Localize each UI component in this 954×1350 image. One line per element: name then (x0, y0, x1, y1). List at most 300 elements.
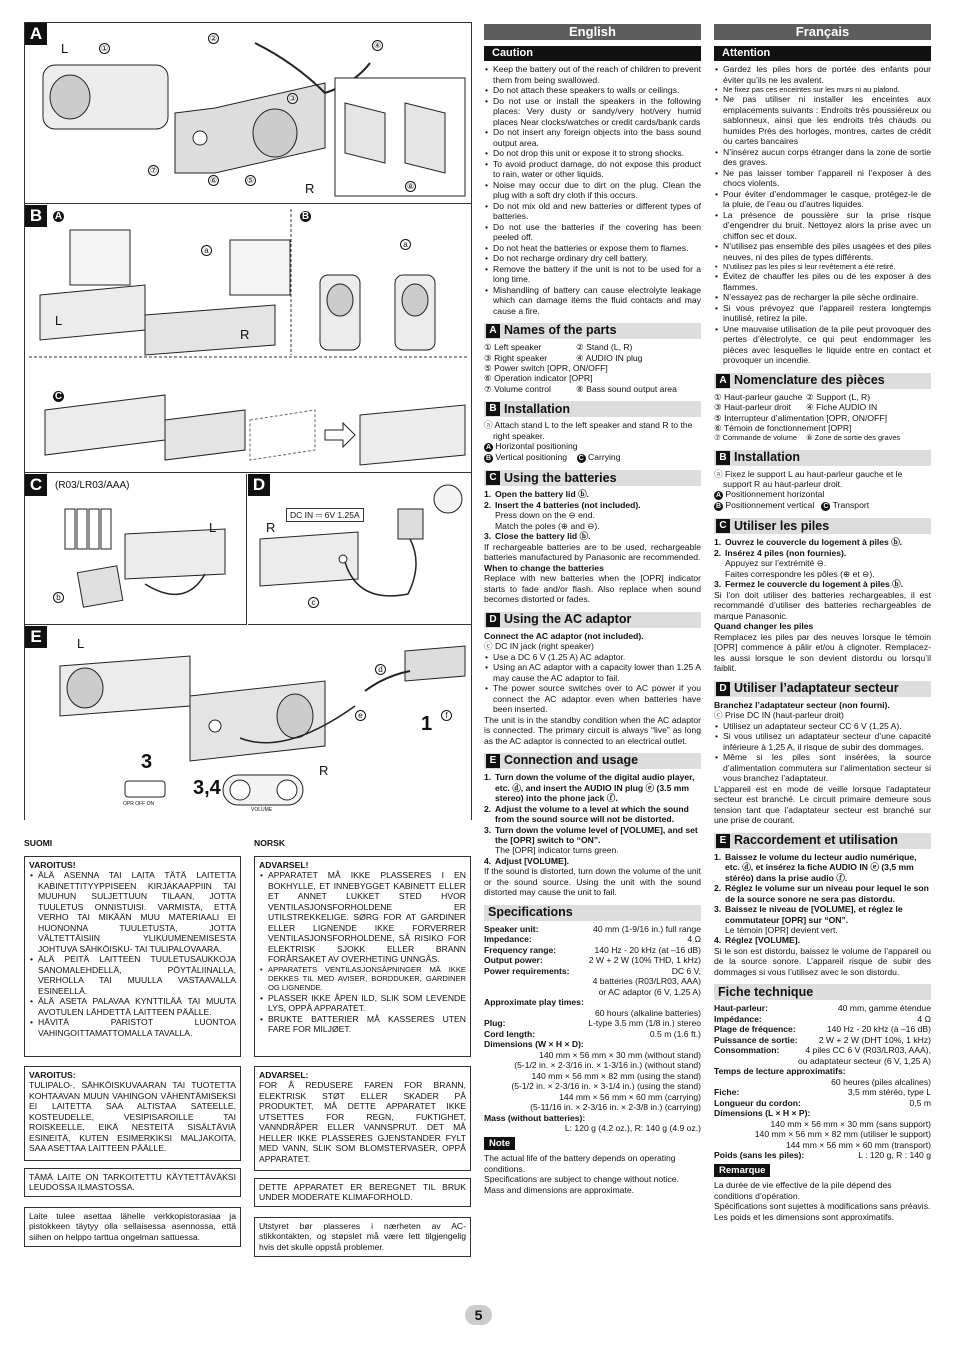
part-item: ⑥ Operation indicator [OPR] (484, 373, 593, 384)
right-letter-d: R (266, 520, 276, 535)
sub-a-badge: A (54, 211, 63, 222)
spec-label: Dimensions (W × H × D): (484, 1039, 584, 1050)
attention-item: • N’utilisez pas ensemble des piles usagées et des piles neuves, ni des piles de types différents. (714, 241, 931, 262)
spec-value: 140 mm × 56 mm × 30 mm (without stand) (539, 1049, 701, 1060)
section-letter: B (716, 451, 730, 465)
callout-2: ② (209, 34, 218, 43)
spec-value: 0,5 m (909, 1097, 931, 1108)
vertical-label: Vertical positioning (495, 452, 568, 463)
spec-row (484, 955, 701, 965)
battery-step: Press down on the ⊖ end. (495, 510, 595, 521)
callout-6: ⑥ (209, 176, 218, 185)
volume-label: VOLUME (251, 807, 273, 813)
conn-step: Le témoin [OPR] devient vert. (725, 924, 838, 935)
note-text: The actual life of the battery depends on operating conditions. (484, 1153, 676, 1174)
attention-item: • Pour éviter d’endommager le casque, protégez-le de la pluie, de l’eau ou d’autres liquides. (714, 189, 931, 210)
left-letter-b: L (55, 313, 63, 328)
ac-item: • Même si les piles sont insérées, la source d’alimentation commutera sur l’alimentation secteur si vous branchez l’adaptateur. (714, 752, 931, 783)
attention-item: • N’utilisez pas les piles si leur revêtement a été retiré. (714, 262, 931, 271)
spec-row (484, 1071, 701, 1081)
spec-row (714, 1045, 931, 1055)
suomi-warning-box-2 (24, 1066, 241, 1161)
spec-value: 140 Hz - 20 kHz (at –16 dB) (594, 944, 701, 955)
caution-item: • Noise may occur due to dirt on the plug. Clean the plug with a soft dry cloth if this occurs. (484, 180, 701, 201)
section-specs (484, 905, 701, 921)
part-item: ② Support (L, R) (806, 391, 871, 402)
section-title: Raccordement et utilisation (734, 832, 898, 847)
callout-f: f (441, 710, 452, 721)
spec-row (484, 1113, 701, 1123)
suomi-warning-item: • ÄLÄ PEITÄ LAITTEEN TUULETUSAUKKOJA SANOMALEHDELLÄ, PÖYTÄLIINALLA, VERHOLLA TAI MUULLA VASTAAVALLA ESINEELLÄ. (29, 954, 236, 996)
section-letter: A (716, 374, 730, 388)
spec-row (484, 934, 701, 944)
caution-item: • Do not insert any foreign objects into the bass sound output area. (484, 127, 701, 148)
section-installation (484, 401, 701, 417)
spec-row (484, 1050, 701, 1060)
distorted-text-fr: Si le son est distordu, baissez le volume de l’appareil ou de la source sonore. L’appareil risque de subir des dommages si vous l’utilisez avec le son distordu. (714, 945, 931, 977)
spec-label: Impédance: (714, 1013, 762, 1024)
caution-title: Caution (484, 46, 701, 61)
section-title: Fiche technique (718, 984, 814, 999)
norsk-warning-item: • APPARATETS VENTILASJONSÅPNINGER MÅ IKKE DEKKES TIL MED AVISER, BORDDUKER, GARDINER OG LIGNENDE. (259, 965, 466, 993)
caution-item: • Do not attach these speakers to walls or ceilings. (484, 85, 701, 95)
part-item: ③ Haut-parleur droit (714, 402, 791, 413)
panel-c-label: C (25, 474, 47, 496)
conn-step: 4. Réglez [VOLUME]. (714, 935, 800, 946)
spec-row (484, 976, 701, 986)
when-change-title-fr: Quand changer les piles (714, 621, 814, 632)
norsk-heading: NORSK (254, 838, 286, 848)
spec-row (484, 1018, 701, 1028)
caution-item: • Do not use or install the speakers in the following places: Very dusty or sandy/very hot/very humid places Near clocks/watches or credit cards/bank cards (484, 96, 701, 127)
spec-value: 60 hours (alkaline batteries) (594, 1007, 701, 1018)
attention-item: • N’insérez aucun corps étranger dans la zone de sortie des graves. (714, 147, 931, 168)
part-item: ⑦ Commande de volume (714, 433, 798, 443)
sub-b-badge: B (715, 503, 722, 511)
ac-adaptor-illustration (248, 474, 471, 625)
panel-e-label: E (25, 626, 47, 648)
spec-label: Power requirements: (484, 965, 570, 976)
note-text-fr-3: Les poids et les dimensions sont approximatifs. (714, 1211, 895, 1222)
callout-4: ④ (373, 41, 382, 50)
spec-value: 2 W + 2 W (10% THD, 1 kHz) (588, 955, 701, 966)
spec-row (714, 1014, 931, 1024)
attention-item: • N’essayez pas de recharger la pile sèche ordinaire. (714, 292, 931, 302)
spec-value: 140 mm × 56 mm × 82 mm (using the stand) (531, 1070, 701, 1081)
norsk-warning-item: • PLASSER IKKE ÅPEN ILD, SLIK SOM LEVENDE LYS, OPPÅ APPARATET. (259, 993, 466, 1014)
suomi-climate-text: TÄMÄ LAITE ON TARKOITETTU KÄYTETTÄVÄKSI LEUDOSSA ILMASTOSSA. (29, 1172, 236, 1193)
battery-step: 2. Insérez 4 piles (non fournies). (714, 547, 847, 558)
spec-row (714, 1087, 931, 1097)
caution-item: • Do not use the batteries if the covering has been peeled off. (484, 222, 701, 243)
switch-labels: OPR OFF ON (123, 801, 155, 807)
spec-label: Haut-parleur: (714, 1003, 768, 1014)
conn-step: 3. Turn down the volume level of [VOLUME], and set the [OPR] switch to “ON”. (484, 824, 698, 845)
spec-value: 4 piles CC 6 V (R03/LR03, AAA), (805, 1045, 931, 1056)
norsk-warning-item: • APPARATET MÅ IKKE PLASSERES I EN BOKHYLLE, ET INNEBYGGET KABINETT ELLER ET ANNET LUKKET STED HVOR VENTILASJONSFORHOLDENE ER UTILSTREKKELIGE. SØRG FOR AT GARDINER ELLER LIGNENDE IKKE FORVERRER VENTILASJONSFORHOLDENE, SÅ RISIKO FOR ELEKTRISK SJOKK ELLER BRANN FORÅRSAKET AV OVERHETING UNNGÅS. (259, 870, 466, 964)
section-title: Using the AC adaptor (504, 612, 632, 627)
spec-value: (5-1/2 in. × 2-3/16 in. × 1-3/16 in.) (without stand) (514, 1060, 701, 1071)
dc-in-label: DC IN ⎓ 6V 1.25A (286, 508, 364, 522)
horizontal-row (484, 441, 701, 452)
callout-5: ⑤ (246, 176, 255, 185)
part-item: ① Haut-parleur gauche (714, 391, 803, 402)
attention-item: • Gardez les piles hors de portée des enfants pour éviter qu’ils ne les avalent. (714, 64, 931, 85)
spec-label: Fiche: (714, 1087, 740, 1098)
ac-item: • Use a DC 6 V (1.25 A) AC adaptor. (484, 652, 701, 662)
spec-value: L: 120 g (4.2 oz.), R: 140 g (4.9 oz.) (564, 1123, 701, 1134)
horizontal-label: Positionnement horizontal (725, 489, 825, 500)
suomi-climate-box (24, 1168, 241, 1197)
horizontal-label: Horizontal positioning (495, 441, 578, 452)
norsk-climate-text: DETTE APPARATET ER BEREGNET TIL BRUK UNDER MODERATE KLIMAFORHOLD. (259, 1182, 466, 1203)
section-title: Installation (504, 401, 570, 416)
french-heading: Français (714, 24, 931, 40)
panel-d (248, 474, 471, 625)
spec-value: 140 mm × 56 mm × 82 mm (utiliser le support) (754, 1129, 931, 1140)
ac-item: • The power source switches over to AC power if you connect the AC adaptor even when batteries have been inserted. (484, 683, 701, 714)
spec-row (714, 1140, 931, 1150)
battery-step: Appuyez sur l’extrémité ⊖. (725, 558, 827, 569)
battery-type-label: (R03/LR03/AAA) (55, 480, 130, 491)
spec-row (714, 1035, 931, 1045)
panel-d-label: D (248, 474, 270, 496)
note-text-fr-2: Spécifications sont sujettes à modifications sans préavis. (714, 1201, 931, 1212)
section-letter: A (486, 324, 500, 338)
specs-table (484, 924, 701, 1134)
panel-b-label: B (25, 205, 47, 227)
sub-c-badge: C (578, 455, 584, 463)
note-title-fr: Remarque (714, 1164, 770, 1178)
suomi-warning-item: • ÄLÄ ASETA PALAVAA KYNTTILÄÄ TAI MUUTA AVOTULEN LÄHDETTÄ LAITTEEN PÄÄLLE. (29, 996, 236, 1017)
left-letter-e: L (77, 636, 85, 651)
spec-value: L-type 3.5 mm (1/8 in.) stereo (588, 1018, 701, 1029)
standby-text: The unit is in the standby condition when the AC adaptor is connected. The primary circuit is always “live” as long as the AC adaptor is connected to an electrical outlet. (484, 714, 701, 746)
step-3-label: 3 (141, 751, 153, 773)
caution-item: • To avoid product damage, do not expose this product to rain, water or other liquids. (484, 159, 701, 180)
caution-item: • Do not recharge ordinary dry cell battery. (484, 253, 701, 263)
spec-row (714, 1003, 931, 1013)
right-letter-e: R (319, 763, 329, 778)
section-ac (484, 612, 701, 628)
conn-step: 2. Adjust the volume to a level at which the sound from the sound source will not be distorted. (484, 803, 689, 825)
norsk-warning-title-2: ADVARSEL: (259, 1070, 309, 1080)
part-item: ⑧ Zone de sortie des graves (806, 433, 901, 443)
suomi-warning-item: • ÄLÄ ASENNA TAI LAITA TÄTÄ LAITETTA KABINETTITYYPPISEEN KIRJAKAAPPIIN TAI MUUHUN SULJETTUUN TILAAN, JOTTA TUULETUS ONNISTUISI. VARMISTA, ETTÄ VERHO TAI MIKÄÄN MUU MATERIAALI EI HUONONNA TUULETUSTA, JOTTA VÄLTETTÄISIIN YLIKUUMENEMISESTA JOHTUVA SÄHKÖISKU- TAI TULIPALOVAARA. (29, 870, 236, 954)
norsk-outlet-box (254, 1217, 471, 1257)
sub-a-badge: A (715, 492, 722, 500)
note-title: Note (484, 1137, 515, 1151)
spec-value: or AC adaptor (6 V, 1.25 A) (598, 986, 701, 997)
parts-list-fr (714, 392, 931, 443)
battery-step: 3. Fermez le couvercle du logement à piles ⓑ. (714, 579, 904, 590)
note-text-2: Specifications are subject to change without notice. (484, 1174, 679, 1185)
rechargeable-text-fr: Si l’on doit utiliser des batteries rechargeables, il est recommandé d’utiliser des batteries rechargeables de marque Panasonic. (714, 589, 931, 621)
section-title: Connection and usage (504, 753, 639, 768)
spec-row (714, 1077, 931, 1087)
parts-list (484, 342, 701, 394)
carrying-label: Transport (832, 500, 870, 511)
sub-c-badge: C (823, 503, 829, 511)
change-text: Replace with new batteries when the [OPR] indicator starts to fade and/or flash. Also replace when sound becomes distorted or fades. (484, 573, 701, 605)
panel-c (25, 474, 247, 625)
spec-label: Consommation: (714, 1045, 780, 1056)
spec-row (714, 1098, 931, 1108)
part-item: ① Left speaker (484, 342, 542, 353)
norsk-climate-box (254, 1178, 471, 1207)
spec-row (484, 1092, 701, 1102)
ac-connect: Connect the AC adaptor (not included). (484, 630, 644, 641)
section-title: Names of the parts (504, 323, 617, 338)
section-title: Utiliser les piles (734, 518, 830, 533)
sub-c-badge: C (54, 391, 63, 402)
spec-value: L : 120 g, R : 140 g (858, 1150, 931, 1161)
spec-label: Puissance de sortie: (714, 1034, 798, 1045)
conn-step: 1. Baissez le volume du lecteur audio numérique, etc. ⓓ, et insérez la fiche AUDIO IN ⓔ (3,5 mm stéréo) dans la prise audio ⓕ. (714, 851, 917, 883)
spec-value: (5-1/2 in. × 2-3/16 in. × 3-1/4 in.) (using the stand) (511, 1081, 701, 1092)
spec-value: 140 mm × 56 mm × 30 mm (sans support) (770, 1118, 931, 1129)
part-item: ⑧ Bass sound output area (576, 383, 677, 394)
norsk-warning-box (254, 856, 471, 1057)
spec-row (484, 924, 701, 934)
section-title: Specifications (488, 905, 573, 920)
spec-row (484, 997, 701, 1007)
spec-row (484, 1039, 701, 1049)
callout-e: e (355, 710, 366, 721)
section-letter: D (716, 682, 730, 696)
callout-a-2: a (400, 239, 411, 250)
spec-label: Impedance: (484, 934, 532, 945)
battery-step: 1. Ouvrez le couvercle du logement à piles ⓑ. (714, 537, 903, 548)
ac-connect-fr: Branchez l’adaptateur secteur (non fourni). (714, 699, 890, 710)
carrying-label: Carrying (588, 452, 621, 463)
spec-label: Plage de fréquence: (714, 1024, 796, 1035)
battery-step: 2. Insert the 4 batteries (not included). (484, 499, 641, 510)
spec-row (714, 1056, 931, 1066)
section-batteries-fr (714, 518, 931, 534)
attention-item: • Ne pas laisser tomber l’appareil ni l’exposer à des chocs violents. (714, 168, 931, 189)
ac-item: • Using an AC adaptor with a capacity lower than 1.25 A may cause the AC adaptor to fail. (484, 662, 701, 683)
section-ac-fr (714, 681, 931, 697)
attention-item: • La présence de poussière sur la prise risque d’engendrer du bruit. Nettoyez alors la prise avec un chiffon sec et doux. (714, 210, 931, 241)
battery-step: 3. Close the battery lid ⓑ. (484, 531, 591, 542)
spec-row (714, 1066, 931, 1076)
spec-value: 40 mm (1-9/16 in.) full range (593, 923, 701, 934)
suomi-heading: SUOMI (24, 838, 53, 848)
callout-7: ⑦ (149, 166, 158, 175)
panel-b (25, 205, 471, 473)
section-title: Utiliser l’adaptateur secteur (734, 681, 899, 696)
spec-row (484, 1008, 701, 1018)
connection-illustration (25, 626, 471, 820)
section-batteries (484, 470, 701, 486)
attention-item: • Ne fixez pas ces enceintes sur les murs ni au plafond. (714, 85, 931, 94)
suomi-warning-title-2: VAROITUS: (29, 1070, 76, 1080)
spec-value: (5-11/16 in. × 2-3/16 in. × 2-3/8 in.) (carrying) (530, 1102, 701, 1113)
english-heading: English (484, 24, 701, 40)
norsk-warning-item: • BRUKTE BATTERIER MÅ KASSERES UTEN FARE FOR MILJØET. (259, 1014, 466, 1035)
panel-a (25, 23, 471, 204)
part-item: ⑥ Témoin de fonctionnement [OPR] (714, 423, 852, 433)
step-34-label: 3,4 (193, 777, 221, 799)
panel-a-label: A (25, 23, 47, 45)
spec-row (714, 1119, 931, 1129)
callout-3: ③ (288, 94, 297, 103)
note-text-fr: La durée de vie effective de la pile dépend des conditions d’opération. (714, 1180, 892, 1201)
specs-table-fr (714, 1003, 931, 1160)
spec-row (484, 945, 701, 955)
conn-step: 2. Réglez le volume sur un niveau pour lequel le son de la source sonore ne sera pas distordu. (714, 883, 929, 904)
spec-label: Longueur du cordon: (714, 1097, 801, 1108)
attention-item: • Évitez de chauffer les piles ou de les exposer à des flammes. (714, 271, 931, 292)
callout-1: ① (100, 44, 109, 53)
section-installation-fr (714, 450, 931, 466)
section-names (484, 323, 701, 339)
part-item: ⑤ Power switch [OPR, ON/OFF] (484, 363, 608, 373)
battery-step: Match the poles (⊕ and ⊖). (495, 520, 600, 531)
english-column (484, 24, 701, 1195)
ac-jack-fr: ⓒ Prise DC IN (haut-parleur droit) (714, 710, 844, 721)
conn-step: 3. Baissez le niveau de [VOLUME], et réglez le commutateur [OPR] sur “ON”. (714, 904, 903, 925)
spec-row (484, 966, 701, 976)
callout-a-1: a (201, 245, 212, 256)
suomi-outlet-box (24, 1207, 241, 1247)
distorted-text: If the sound is distorted, turn down the volume of the unit or the sound source. Using the unit with the sound distorted may cause the unit to fail. (484, 866, 701, 898)
change-text-fr: Remplacez les piles par des neuves lorsque le témoin [OPR] commence à pâlir et/ou à clignoter. Remplacez-les aussi lorsque le son devient distordu ou lorsqu’il faiblit. (714, 631, 931, 674)
section-letter: E (486, 754, 500, 768)
install-text: ⓐ Attach stand L to the left speaker and stand R to the right speaker. (484, 420, 693, 441)
sub-b-badge: B (301, 211, 310, 222)
conn-step: 1. Turn down the volume of the digital audio player, etc. ⓓ, and insert the AUDIO IN plug ⓔ (3.5 mm stereo) into the phone jack ⓕ. (484, 772, 695, 804)
conn-step: 4. Adjust [VOLUME]. (484, 855, 569, 866)
spec-label: Dimensions (L × H × P): (714, 1108, 811, 1119)
section-title: Using the batteries (504, 470, 617, 485)
callout-8: ⑧ (406, 182, 415, 191)
spec-row (714, 1108, 931, 1118)
spec-label: Speaker unit: (484, 923, 539, 934)
ac-jack: ⓒ DC IN jack (right speaker) (484, 641, 594, 652)
spec-value: 3,5 mm stéréo, type L (847, 1087, 931, 1098)
spec-value: 4 Ω (687, 934, 701, 945)
section-letter: D (486, 613, 500, 627)
vertical-row (484, 452, 701, 463)
spec-value: 40 mm, gamme étendue (837, 1003, 931, 1014)
suomi-warning-item: • HÄVITÄ PARISTOT LUONTOA VAHINGOITTAMATTOMALLA TAVALLA. (29, 1017, 236, 1038)
spec-row (484, 987, 701, 997)
battery-step: 1. Open the battery lid ⓑ. (484, 489, 590, 500)
section-letter: B (486, 402, 500, 416)
spec-row (714, 1024, 931, 1034)
ac-item: • Si vous utilisez un adaptateur secteur d’une capacité inférieure à 1,25 A, il risque de subir des dommages. (714, 731, 931, 752)
step-1-label: 1 (421, 713, 433, 735)
part-item: ④ AUDIO IN plug (576, 352, 643, 363)
part-item: ③ Right speaker (484, 352, 548, 363)
callout-b: b (53, 592, 64, 603)
right-letter-label: R (305, 181, 315, 196)
part-item: ② Stand (L, R) (576, 342, 633, 353)
caution-item: • Remove the battery if the unit is not to be used for a long time. (484, 264, 701, 285)
ac-item: • Utilisez un adaptateur secteur CC 6 V (1,25 A). (714, 721, 931, 731)
spec-row (484, 1029, 701, 1039)
spec-label: Frequency range: (484, 944, 557, 955)
when-change-title: When to change the batteries (484, 562, 604, 573)
attention-item: • Une mauvaise utilisation de la pile peut provoquer des pertes d’électrolyte, ce qui peut endommager les pièces avec lesquelles le liquide entre en contact et provoquer un incendie. (714, 324, 931, 366)
part-item: ⑦ Volume control (484, 383, 551, 394)
section-connection-fr (714, 833, 931, 849)
section-letter: E (716, 834, 730, 848)
suomi-warning-box (24, 856, 241, 1057)
spec-value: 4 Ω (917, 1013, 931, 1024)
part-item: ⑤ Interrupteur d’alimentation [OPR, ON/OFF] (714, 412, 887, 423)
spec-value: 60 heures (piles alcalines) (831, 1076, 931, 1087)
section-title: Installation (734, 449, 800, 464)
illustration-area (24, 22, 472, 820)
attention-item: • Si vous prévoyez que l’appareil restera longtemps inutilisé, retirez la pile. (714, 303, 931, 324)
left-letter-c: L (209, 520, 217, 535)
norsk-warning-box-2 (254, 1066, 471, 1171)
conn-step: The [OPR] indicator turns green. (495, 845, 619, 856)
norsk-outlet-text: Utstyret bør plasseres i nærheten av AC-stikkontakten, og støpslet må være lett tilgjengelig hvis det skulle oppstå problemer. (259, 1221, 466, 1252)
suomi-outlet-text: Laite tulee asettaa lähelle verkkopistorasiaa ja pistokkeen täytyy olla sellaisessa asennossa, että siihen on helppo tarttua ongelman sattuessa. (29, 1211, 236, 1242)
spec-label: Plug: (484, 1018, 506, 1029)
attention-item: • Ne pas utiliser ni installer les enceintes aux emplacements suivants : Endroits très poussiéreux ou sablonneux, ainsi que les endroits très chauds ou humides Près des horloges, montres, cartes de crédit ou cartes bancaires (714, 94, 931, 146)
vertical-label: Positionnement vertical (725, 500, 815, 511)
spec-value: 140 Hz - 20 kHz (à –16 dB) (826, 1024, 931, 1035)
sub-a-badge: A (485, 444, 492, 452)
spec-value: 4 batteries (R03/LR03, AAA) (592, 976, 701, 987)
spec-row (484, 1102, 701, 1112)
spec-label: Temps de lecture approximatifs: (714, 1066, 846, 1077)
section-title: Nomenclature des pièces (734, 372, 885, 387)
section-specs-fr (714, 984, 931, 1000)
vertical-row-fr (714, 500, 931, 511)
spec-value: ou adaptateur secteur (6 V, 1,25 A) (798, 1055, 931, 1066)
panel-e (25, 626, 471, 820)
horizontal-row-fr (714, 489, 931, 500)
norsk-warning-text-2: FOR Å REDUSERE FAREN FOR BRANN, ELEKTRISK STØT ELLER SKADER PÅ PRODUKTET, MÅ DETTE APPARATET IKKE UTSETTES FOR REGN, FUKTIGHET, VANNDRÅPER ELLER VANNSPRUT. DET MÅ HELLER IKKE PLASSERES GJENSTANDER FYLT MED VANN, SLIK SOM BLOMSTERVASER, OPPÅ APPARATET. (259, 1080, 466, 1164)
suomi-warning-title: VAROITUS! (29, 860, 76, 870)
page-number: 5 (465, 1305, 492, 1325)
section-names-fr (714, 373, 931, 389)
spec-label: Cord length: (484, 1028, 536, 1039)
battery-step: Faites correspondre les pôles (⊕ et ⊖). (725, 568, 875, 579)
right-letter-b: R (240, 327, 250, 342)
section-letter: C (486, 471, 500, 485)
spec-label: Poids (sans les piles): (714, 1150, 805, 1161)
caution-item: • Do not heat the batteries or expose them to flames. (484, 243, 701, 253)
left-letter-label: L (61, 41, 69, 56)
caution-item: • Mishandling of battery can cause electrolyte leakage which can damage items the fluid contacts and may cause a fire. (484, 285, 701, 316)
callout-c: c (308, 597, 319, 608)
spec-label: Approximate play times: (484, 997, 584, 1008)
spec-value: 144 mm × 56 mm × 60 mm (transport) (785, 1139, 931, 1150)
spec-row (714, 1150, 931, 1160)
standby-text-fr: L’appareil est en mode de veille lorsque l’adaptateur secteur est branché. Le circuit primaire demeure sous tension tant que l’adaptateur secteur est branché sur une prise de courant. (714, 783, 931, 826)
install-text-fr: ⓐ Fixez le support L au haut-parleur gauche et le support R au haut-parleur droit. (714, 468, 903, 489)
spec-row (484, 1081, 701, 1091)
spec-value: DC 6 V, (671, 965, 701, 976)
caution-item: • Keep the battery out of the reach of children to prevent them from being swallowed. (484, 64, 701, 85)
attention-title: Attention (714, 46, 931, 61)
part-item: ④ Fiche AUDIO IN (806, 402, 878, 413)
caution-item: • Do not drop this unit or expose it to strong shocks. (484, 148, 701, 158)
spec-value: 144 mm × 56 mm × 60 mm (carrying) (559, 1091, 701, 1102)
spec-row (714, 1129, 931, 1139)
note-text-3: Mass and dimensions are approximate. (484, 1184, 634, 1195)
section-letter: C (716, 519, 730, 533)
sub-b-badge: B (485, 455, 492, 463)
spec-row (484, 1123, 701, 1133)
